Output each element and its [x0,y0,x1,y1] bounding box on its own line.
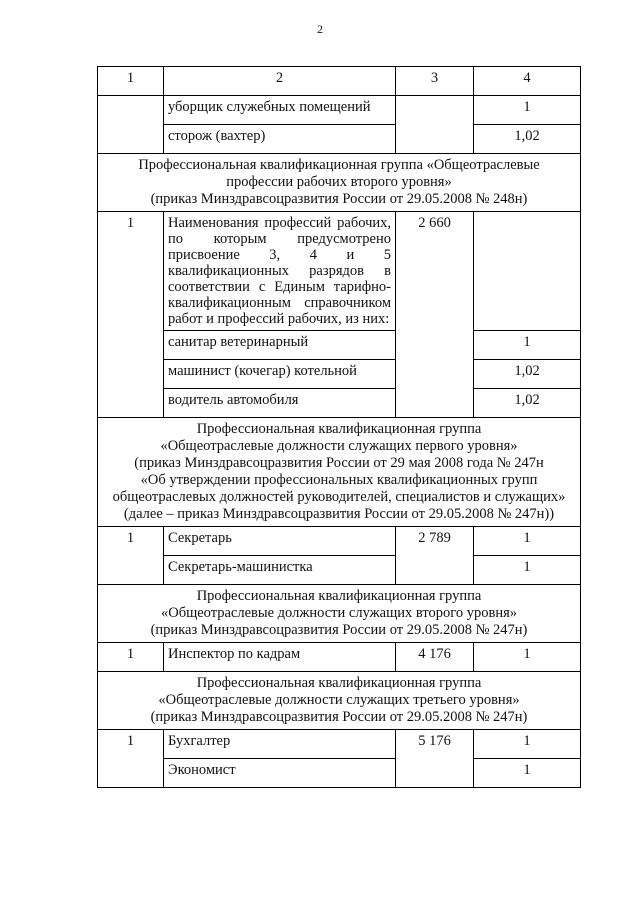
position-name: Инспектор по кадрам [164,643,396,672]
group-heading [98,154,581,212]
header-col-2: 2 [164,67,396,96]
table-row [98,730,581,759]
group-heading-line: Профессиональная квалификационная группа [196,675,482,691]
table-row [98,556,581,585]
position-name: Секретарь-машинистка [164,556,396,585]
salary-cell [396,212,474,418]
table-row [98,212,581,331]
position-name: водитель автомобиля [164,389,396,418]
salary-cell [396,730,474,788]
header-col-4: 4 [474,67,581,96]
level-cell: 1 [98,527,164,585]
table-row [98,125,581,154]
group-heading-row [98,154,581,212]
coefficient: 1,02 [474,125,581,154]
position-name: Секретарь [164,527,396,556]
position-name: машинист (кочегар) котельной [164,360,396,389]
salary-value: 5 176 [418,733,451,749]
group-heading-line: (приказ Минздравсоцразвития России от 29.05.2008 № 247н) [150,622,528,638]
group-heading [98,585,581,643]
position-name: Наименования профессий рабочих, по которым предусмотрено присвоение 3, 4 и 5 квалификационных разрядов в соответствии с Единым тарифно-квалификационным справочником работ и профессий рабочих, из них: [164,212,396,331]
level-cell: 1 [98,730,164,788]
table-row [98,360,581,389]
table-row [98,389,581,418]
table-row [98,527,581,556]
header-col-1: 1 [98,67,164,96]
coefficient: 1 [474,556,581,585]
position-name: сторож (вахтер) [164,125,396,154]
group-heading-row [98,418,581,527]
group-heading-line: «Общеотраслевые должности служащих первого уровня» [160,438,518,454]
coefficient: 1,02 [474,360,581,389]
coefficient: 1 [474,730,581,759]
header-row [98,67,581,96]
group-heading-line: Профессиональная квалификационная группа «Общеотраслевые [138,157,540,173]
group-heading-line: (приказ Минздравсоцразвития России от 29.05.2008 № 247н) [150,709,528,725]
coefficient [474,212,581,331]
salary-value: 4 176 [396,643,474,672]
table-row [98,331,581,360]
table-row [98,96,581,125]
group-heading-row [98,672,581,730]
table-row [98,643,581,672]
level-cell: 1 [98,643,164,672]
coefficient: 1,02 [474,389,581,418]
group-heading-line: (приказ Минздравсоцразвития России от 29 мая 2008 года № 247н [134,455,544,471]
group-heading-line: «Об утверждении профессиональных квалификационных групп [140,472,538,488]
group-heading-row [98,585,581,643]
coefficient: 1 [474,759,581,788]
coefficient: 1 [474,331,581,360]
salary-value: 2 660 [418,215,451,231]
position-name: Бухгалтер [164,730,396,759]
position-name: уборщик служебных помещений [164,96,396,125]
group-heading-line: Профессиональная квалификационная группа [196,588,482,604]
position-name: Экономист [164,759,396,788]
salary-value: 2 789 [418,530,451,546]
salary-cell [396,527,474,585]
group-heading-line: общеотраслевых должностей руководителей, специалистов и служащих» [112,489,566,505]
level-cell: 1 [98,212,164,418]
group-heading-line: «Общеотраслевые должности служащих второго уровня» [160,605,518,621]
group-heading [98,672,581,730]
coefficient: 1 [474,643,581,672]
group-heading-line: (приказ Минздравсоцразвития России от 29.05.2008 № 248н) [150,191,528,207]
position-name: санитар ветеринарный [164,331,396,360]
group-heading-line: Профессиональная квалификационная группа [196,421,482,437]
group-heading [98,418,581,527]
group-heading-line: (далее – приказ Минздравсоцразвития России от 29.05.2008 № 247н)) [123,506,555,522]
header-col-3: 3 [396,67,474,96]
group-heading-line: «Общеотраслевые должности служащих третьего уровня» [158,692,520,708]
group-heading-line: профессии рабочих второго уровня» [226,174,452,190]
page-number: 2 [317,22,323,36]
table-row [98,759,581,788]
level-cell [98,96,164,154]
coefficient: 1 [474,96,581,125]
salary-cell [396,96,474,154]
coefficient: 1 [474,527,581,556]
salary-table [97,66,581,788]
